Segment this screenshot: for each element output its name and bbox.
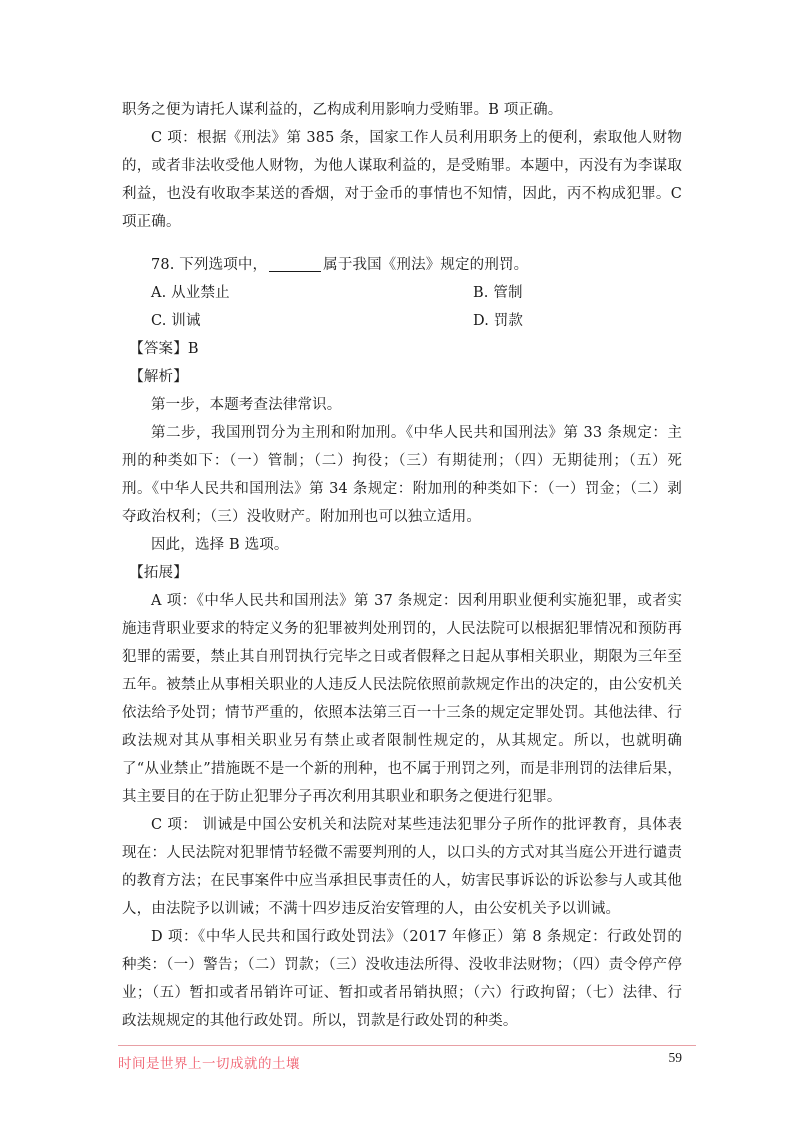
option-b: B. 管制 <box>473 285 523 301</box>
options-row-1 <box>122 279 682 307</box>
extension-item-d: D 项：《中华人民共和国行政处罚法》（2017 年修正）第 8 条规定：行政处罚的种类：（一）警告；（二）罚款；（三）没收违法所得、没收非法财物；（四）责令停产停业；（五）暂扣或者吊销许可证、暂扣或者吊销执照；（六）行政拘留；（七）法律、行政法规规定的其他行政处罚。所以，罚款是行政处罚的种类。 <box>122 929 682 1029</box>
document-body <box>122 96 682 1035</box>
extension-item-c: C 项： 训诫是中国公安机关和法院对某些违法犯罪分子所作的批评教育，具体表现在：人民法院对犯罪情节轻微不需要判刑的人，以口头的方式对其当庭公开进行谴责的教育方法；在民事案件中应当承担民事责任的人，妨害民事诉讼的诉讼参与人或其他人，由法院予以训诫；不满十四岁违反治安管理的人，由公安机关予以训诫。 <box>122 817 682 917</box>
option-c: C. 训诫 <box>151 313 201 329</box>
question-prefix: 78. 下列选项中， <box>151 257 268 273</box>
analysis-step-2: 第二步，我国刑罚分为主刑和附加刑。《中华人民共和国刑法》第 33 条规定：主刑的种类如下：（一）管制；（二）拘役；（三）有期徒刑；（四）无期徒刑；（五）死刑。《中华人民共和国刑法》第 34 条规定：附加刑的种类如下：（一）罚金；（二）剥夺政治权利；（三）没收财产。附加刑也可以独立适用。 <box>122 425 682 525</box>
spacer <box>122 236 682 251</box>
options-row-2 <box>122 307 682 335</box>
option-d: D. 罚款 <box>473 313 524 329</box>
extension-item-a: A 项：《中华人民共和国刑法》第 37 条规定：因利用职业便利实施犯罪，或者实施违背职业要求的特定义务的犯罪被判处刑罚的，人民法院可以根据犯罪情况和预防再犯罪的需要，禁止其自刑罚执行完毕之日或者假释之日起从事相关职业，期限为三年至五年。被禁止从事相关职业的人违反人民法院依照前款规定作出的决定的，由公安机关依法给予处罚；情节严重的，依照本法第三百一十三条的规定定罪处罚。其他法律、行政法规对其从事相关职业另有禁止或者限制性规定的，从其规定。所以，也就明确了“从业禁止”措施既不是一个新的刑种，也不属于刑罚之列，而是非刑罚的法律后果，其主要目的在于防止犯罪分子再次利用其职业和职务之便进行犯罪。 <box>122 593 682 805</box>
footer-divider <box>118 1045 696 1046</box>
question-stem <box>122 251 682 279</box>
answer-blank <box>269 255 321 272</box>
footer-slogan: 时间是世界上一切成就的土壤 <box>118 1056 300 1072</box>
paragraph-continuation: 职务之便为请托人谋利益的，乙构成利用影响力受贿罪。B 项正确。 <box>122 102 563 118</box>
paragraph-option-c: C 项：根据《刑法》第 385 条，国家工作人员利用职务上的便利，索取他人财物的，或者非法收受他人财物，为他人谋取利益的，是受贿罪。本题中，丙没有为李谋取利益，也没有收取李某送的香烟，对于金币的事情也不知情，因此，丙不构成犯罪。C 项正确。 <box>122 130 682 230</box>
option-a: A. 从业禁止 <box>151 285 230 301</box>
extension-label: 【拓展】 <box>129 565 188 581</box>
page-number: 59 <box>668 1050 682 1065</box>
analysis-step-1: 第一步，本题考查法律常识。 <box>151 397 342 413</box>
question-suffix: 属于我国《刑法》规定的刑罚。 <box>323 257 529 273</box>
analysis-label: 【解析】 <box>129 369 188 385</box>
answer-label: 【答案】B <box>129 341 199 357</box>
analysis-conclusion: 因此，选择 B 选项。 <box>151 537 289 553</box>
